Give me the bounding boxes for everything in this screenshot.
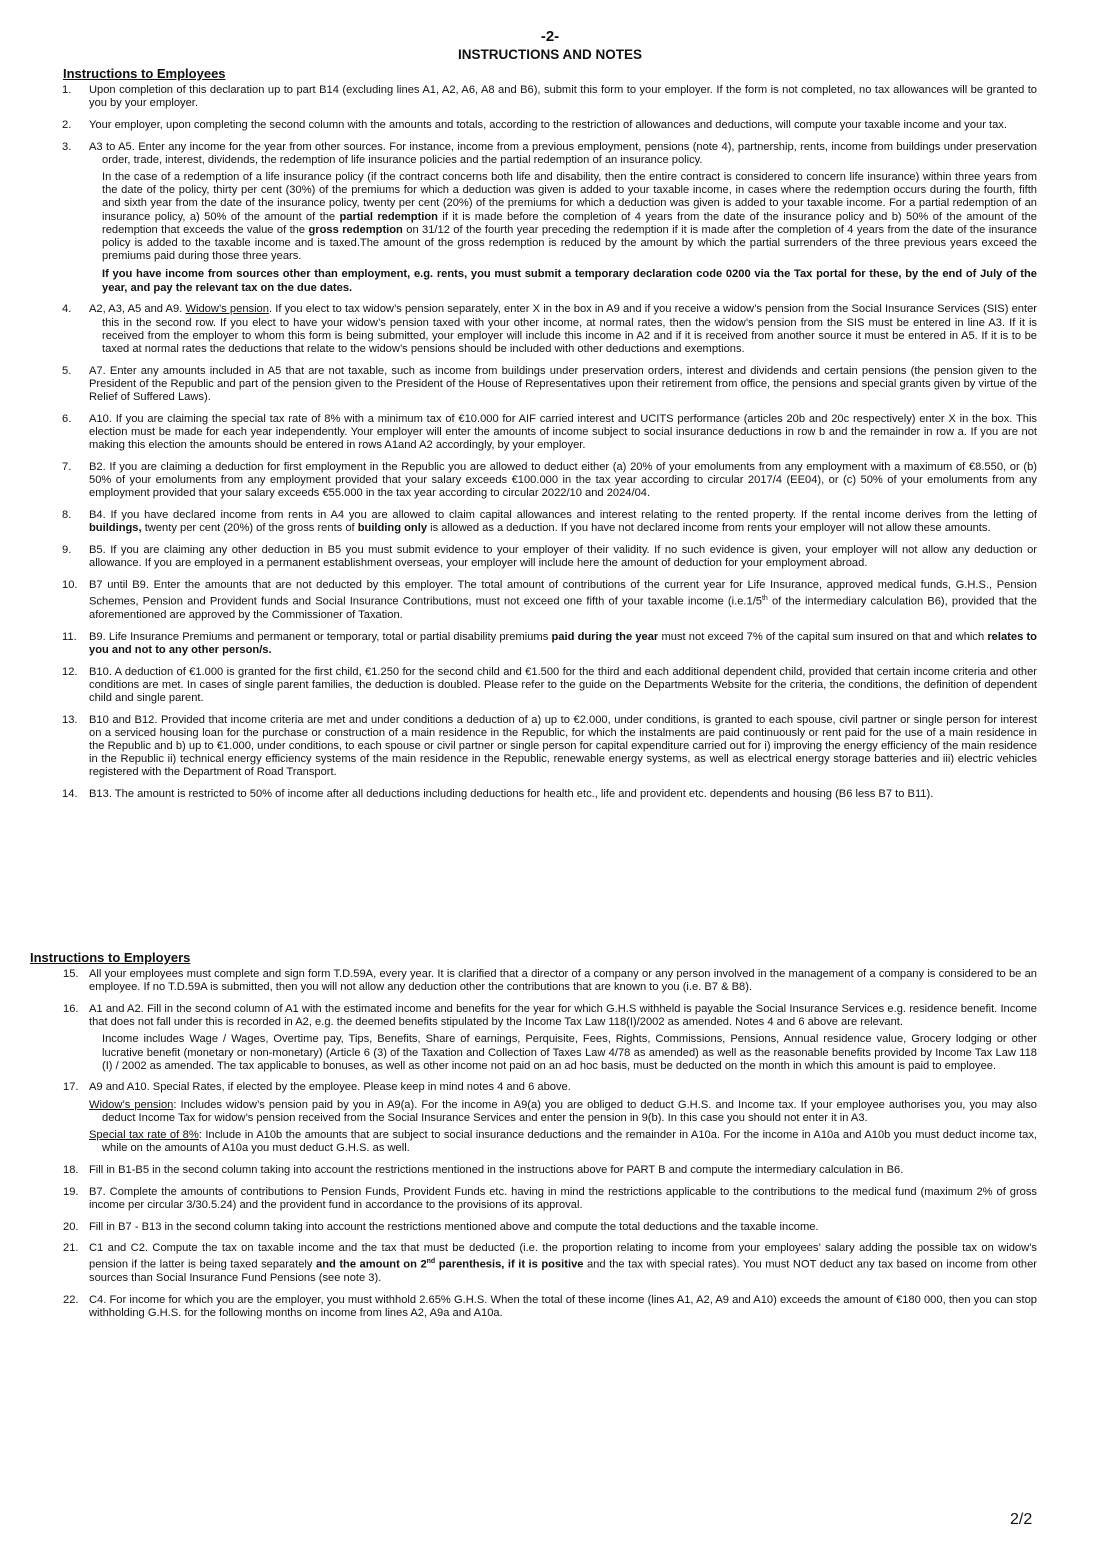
underlined-run: Special tax rate of 8% xyxy=(89,1129,199,1142)
employees-section-heading: Instructions to Employees xyxy=(63,66,226,81)
text-run: twenty per cent (20%) of the gross rents of xyxy=(141,522,358,535)
item-number: 1. xyxy=(62,84,72,96)
list-item xyxy=(62,460,1037,501)
bold-run: gross redemption xyxy=(308,223,403,236)
item-number: 20. xyxy=(63,1220,79,1233)
item-text: Fill in B1-B5 in the second column taking into account the restrictions mentioned in the instructions above for PART B and compute the intermediary calculation in B6. xyxy=(89,1163,904,1176)
text-run: A2, A3, A5 and A9. xyxy=(89,303,186,316)
employers-section-heading: Instructions to Employers xyxy=(30,950,191,965)
item-number: 8. xyxy=(62,508,72,521)
item-subparagraph xyxy=(89,1129,1037,1155)
item-number: 14. xyxy=(62,788,78,801)
text-run: : Include in A10b the amounts that are subject to social insurance deductions and the remainder in A10a. For the income in A10a and A10b you must deduct income tax, while on the amounts of A10a you must deduct G.H.S. as well. xyxy=(102,1129,1037,1155)
item-text: B5. If you are claiming any other deduction in B5 you must submit evidence to your employer of their validity. If no such evidence is given, your employer will not allow any deduction or allowance. If you are employed in a permanent establishment overseas, your employer will include here the amount of deduction for your employment abroad. xyxy=(89,543,1037,570)
item-text: A9 and A10. Special Rates, if elected by the employee. Please keep in mind notes 4 and 6 above. xyxy=(89,1081,571,1094)
list-item xyxy=(63,1242,1038,1285)
item-text: B2. If you are claiming a deduction for first employment in the Republic you are allowed to deduct either (a) 20% of your emoluments from any employment with a maximum of €8.550, or (b) 50% of your emoluments from any employment provided that your salary exceeds €100.000 in the tax year according to circular 2017/4 (EE04), or (c) 50% of your emoluments from any employment provided that your salary exceeds €55.000 in the tax year according to circular 2022/10 and 2024/04. xyxy=(89,460,1037,500)
item-number: 18. xyxy=(63,1163,79,1176)
item-number: 9. xyxy=(62,543,72,556)
item-text xyxy=(89,509,1037,535)
bold-run: and the amount on 2 xyxy=(316,1259,427,1272)
bold-run: relates to you and not to any other person/s. xyxy=(89,630,1037,656)
list-item xyxy=(62,364,1037,405)
item-number: 12. xyxy=(62,665,78,678)
item-subparagraph xyxy=(89,1099,1037,1125)
list-item xyxy=(62,578,1037,622)
item-text: A3 to A5. Enter any income for the year from other sources. For instance, income from a previous employment, pensions (note 4), partnership, rents, income from buildings under preservation order, trade, interest, dividends, the redemption of life insurance policies and the partial redemption of an insurance policy. xyxy=(89,140,1037,166)
item-number: 6. xyxy=(62,412,72,425)
item-text: B10. A deduction of €1.000 is granted for the first child, €1.250 for the second child and €1.500 for the third and each additional dependent child, provided that certain income criteria and other conditions are met. In cases of single parent families, the deduction is doubled. Please refer to the guide on the Departments Website for the criteria, the conditions, the definition of dependent child and single parent. xyxy=(89,665,1037,704)
item-text xyxy=(89,1242,1037,1285)
item-text: Upon completion of this declaration up to part B14 (excluding lines A1, A2, A6, A8 and B6), submit this form to your employer. If the form is not completed, no tax allowances will be granted to you by your employer. xyxy=(89,84,1037,110)
list-item xyxy=(62,303,1037,356)
list-item xyxy=(62,543,1037,570)
item-text xyxy=(89,631,1037,657)
superscript: th xyxy=(761,595,768,602)
item-number: 5. xyxy=(62,364,72,377)
important-note: If you have income from sources other than employment, e.g. rents, you must submit a temporary declaration code 0200 via the Tax portal for these, by the end of July of the year, and pay the relevant tax on the due dates. xyxy=(102,268,1037,294)
item-text: A10. If you are claiming the special tax rate of 8% with a minimum tax of €10.000 for AIF carried interest and UCITS performance (articles 20b and 20c respectively) enter X in the box. This election must be made for each year independently. Your employer will enter the amounts of income subject to social insurance deductions in row b and the remainder in row a. If you are not making this election the amounts should be entered in rows A1and A2 accordingly, by your employer. xyxy=(89,412,1037,452)
bold-run: parenthesis, if it is positive xyxy=(435,1259,584,1272)
item-paragraph xyxy=(102,171,1037,263)
list-item xyxy=(62,140,1038,295)
item-text: Fill in B7 - B13 in the second column taking into account the restrictions mentioned above and compute the total deductions and the taxable income. xyxy=(89,1220,819,1233)
text-run: and the tax with special rates). You must NOT deduct any tax based on income from other sources than Social Insurance Fund Pensions (see note 3). xyxy=(89,1259,1038,1285)
item-text xyxy=(89,579,1037,622)
list-item xyxy=(62,665,1037,706)
page-number: -2- xyxy=(540,28,560,45)
text-run: if it is made before the completion of 4 years from the date of the insurance policy and b) 50% of the amount of the redemption that exceeds the value of the xyxy=(102,210,1038,236)
text-run: : Includes widow’s pension paid by you in A9(a). For the income in A9(a) you are obliged to deduct G.H.S. and Income tax. If your employee authorises you, you may also deduct Income Tax for widow’s pension received from the Social Insurance Services and enter the pension in 9(b). In this case you should not enter it in A3. xyxy=(102,1098,1037,1124)
item-number: 19. xyxy=(63,1185,79,1198)
page-counter: 2/2 xyxy=(1010,1511,1033,1528)
item-text: C4. For income for which you are the employer, you must withhold 2.65% G.H.S. When the total of these income (lines A1, A2, A9 and A10) exceeds the amount of €180 000, then you can stop withholding G.H.S. for the following months on income from lines A2, A9a and A10a. xyxy=(89,1294,1037,1320)
employers-instructions-list xyxy=(0,968,1100,1329)
item-number: 22. xyxy=(63,1294,79,1307)
item-text: All your employees must complete and sign form T.D.59A, every year. It is clarified that a director of a company or any person involved in the management of a company is considered to be an employee. If no T.D.59A is submitted, then you will not allow any deduction other the contributions that are known to you (i.e. B7 & B8). xyxy=(89,968,1037,994)
item-number: 10. xyxy=(62,578,78,591)
item-number: 21. xyxy=(63,1242,79,1255)
text-run: In the case of a redemption of a life insurance policy (if the contract concerns both life and disability, then the entire contract is considered to concern life insurance) within three years from the date of the policy, thirty per cent (30%) of the premiums for which a deduction was given is added to your taxable income, in cases where the redemption occurs during the fourth, fifth and sixth year from the date of the insurance policy, twenty per cent (20%) of the premiums for which a deduction was given is added to your taxable income. For a partial redemption of an insurance policy, a) 50% of the amount of the xyxy=(102,171,1037,223)
text-run: must not exceed 7% of the capital sum insured on that and which xyxy=(658,630,988,643)
list-item xyxy=(63,1294,1037,1320)
underlined-run: Widow’s pension xyxy=(185,303,269,316)
list-item xyxy=(62,118,1037,132)
item-text: Your employer, upon completing the second column with the amounts and totals, according to the restriction of allowances and deductions, will compute your taxable income and your tax. xyxy=(89,118,1007,131)
list-item xyxy=(62,508,1037,535)
employees-instructions-list xyxy=(0,84,1100,810)
superscript: nd xyxy=(426,1258,436,1266)
list-item xyxy=(63,1163,1037,1177)
list-item xyxy=(63,1220,1037,1234)
text-run: B9. Life Insurance Premiums and permanent or temporary, total or partial disability premiums xyxy=(89,630,552,643)
item-number: 15. xyxy=(63,968,79,980)
item-number: 13. xyxy=(62,713,78,726)
text-run: of the intermediary calculation B6), provided that the aforementioned are approved by the Commissioner of Taxation. xyxy=(89,595,1037,621)
text-run: is allowed as a deduction. If you have not declared income from rents your employer will not allow these amounts. xyxy=(427,522,991,535)
bold-run: partial redemption xyxy=(339,210,438,223)
item-text: A7. Enter any amounts included in A5 that are not taxable, such as income from buildings under preservation orders, interest and dividends and certain pensions (the pension given to the President of the Republic and part of the pension given to the President of the House of Representatives upon their retirement from office, the pensions and special grants given by virtue of the Relief of Suffered Laws). xyxy=(89,364,1037,404)
underlined-run: Widow’s pension xyxy=(89,1098,174,1111)
item-paragraph: Income includes Wage / Wages, Overtime pay, Tips, Benefits, Share of earnings, Perquisite, Fees, Rights, Commissions, Pensions, Annual residence value, Grocery lodging or other lucrative benefit (monetary or non-monetary) (Article 6 (3) of the Taxation and Collection of Taxes Law 4/78 as amended) as well as the reasonable benefits provided by Income Tax Law 118 (I) / 2002 as amended. The tax applicable to bonuses, as well as other income not paid on an ad hoc basis, must be deducted on the month in which this amount is paid to employee. xyxy=(102,1033,1037,1072)
item-text: A1 and A2. Fill in the second column of A1 with the estimated income and benefits for the year for which G.H.S withheld is payable the Social Insurance Services e.g. residence benefit. Income that does not fall under this is recorded in A2, e.g. the deemed benefits stipulated by the Income Tax Law 118(I)/2002 as amended. Notes 4 and 6 above are relevant. xyxy=(89,1002,1037,1029)
list-item xyxy=(62,412,1037,453)
item-text: B10 and B12. Provided that income criteria are met and under conditions a deduction of a) up to €2.000, under conditions, is granted to each spouse, civil partner or single person for interest on a serviced housing loan for the purchase or construction of a main residence in the Republic, for which the instalments are paid continuously or rent paid for the use of a main residence in the Republic and b) up to €1.000, under conditions, to each spouse or civil partner or single person for capital expenditure carried out for i) improving the energy efficiency of the main residence in the Republic ii) technical energy efficiency systems of the main residence in the Republic, renewable energy systems, as well as electrical energy storage batteries and iii) electric vehicles registered with the Department of Road Transport. xyxy=(89,713,1037,779)
item-number: 11. xyxy=(62,630,77,643)
bold-run: buildings, xyxy=(89,522,142,535)
list-item xyxy=(62,788,1037,801)
item-text: B13. The amount is restricted to 50% of income after all deductions including deductions for health etc., life and provident etc. dependents and housing (B6 less B7 to B11). xyxy=(89,788,934,801)
list-item xyxy=(63,968,1037,994)
page-title: INSTRUCTIONS AND NOTES xyxy=(457,47,642,62)
item-number: 16. xyxy=(63,1002,79,1015)
list-item xyxy=(63,1002,1037,1073)
item-number: 2. xyxy=(62,118,72,131)
item-number: 17. xyxy=(63,1081,79,1094)
list-item xyxy=(62,84,1037,110)
list-item xyxy=(63,1081,1037,1155)
item-text: B7. Complete the amounts of contributions to Pension Funds, Provident Funds etc. having in mind the restrictions applicable to the contributions to the medical fund (maximum 2% of gross income per circular 3/30.5.24) and the provident fund in accordance to the provisions of its approval. xyxy=(89,1185,1037,1211)
text-run: B4. If you have declared income from rents in A4 you are allowed to claim capital allowances and interest relating to the rented property. If the rental income derives from the letting of xyxy=(89,508,1037,521)
item-text xyxy=(89,303,1037,356)
list-item xyxy=(62,713,1037,780)
bold-run: building only xyxy=(357,522,428,535)
text-run: . If you elect to tax widow’s pension separately, enter X in the box in A9 and if you receive a widow’s pension from the Social Insurance Services (SIS) enter this in the second row. If you elect to have your widow’s pension taxed with your other income, at normal rates, then the widow’s pension from the SIS must be entered in line A3. If it is received from the employer to whom this form is being submitted, your employer will include this income in A2 and if it is received from another source it must be entered in A5. If it is to be taxed at normal rates the deductions that relate to the widow’s pensions should be included with other deductions and exemptions. xyxy=(102,303,1037,355)
item-number: 3. xyxy=(62,140,72,153)
bold-run: paid during the year xyxy=(551,630,659,643)
item-number: 7. xyxy=(62,460,72,473)
list-item xyxy=(63,1185,1037,1212)
list-item xyxy=(62,630,1037,657)
text-run: on 31/12 of the fourth year preceding the redemption if it is made after the completion of 4 years from the date of the insurance policy is added to the taxable income and is taxed.The amount of the gross redemption is reduced by the amount by which the partial surrenders of the three previous years exceed the premiums paid during those three years. xyxy=(102,223,1037,263)
text-run: B7 until B9. Enter the amounts that are not deducted by this employer. The total amount of contributions of the current year for Life Insurance, approved medical funds, G.H.S., Pension Schemes, Pension and Provident funds and Social Insurance Contributions, must not exceed one fifth of your taxable income (i.e.1/5 xyxy=(89,578,1037,608)
text-run: C1 and C2. Compute the tax on taxable income and the tax that must be deducted (i.e. the proportion relating to income from your employees’ salary adding the possible tax on widow’s pension if the latter is being taxed separately xyxy=(89,1242,1037,1272)
item-number: 4. xyxy=(62,303,72,316)
